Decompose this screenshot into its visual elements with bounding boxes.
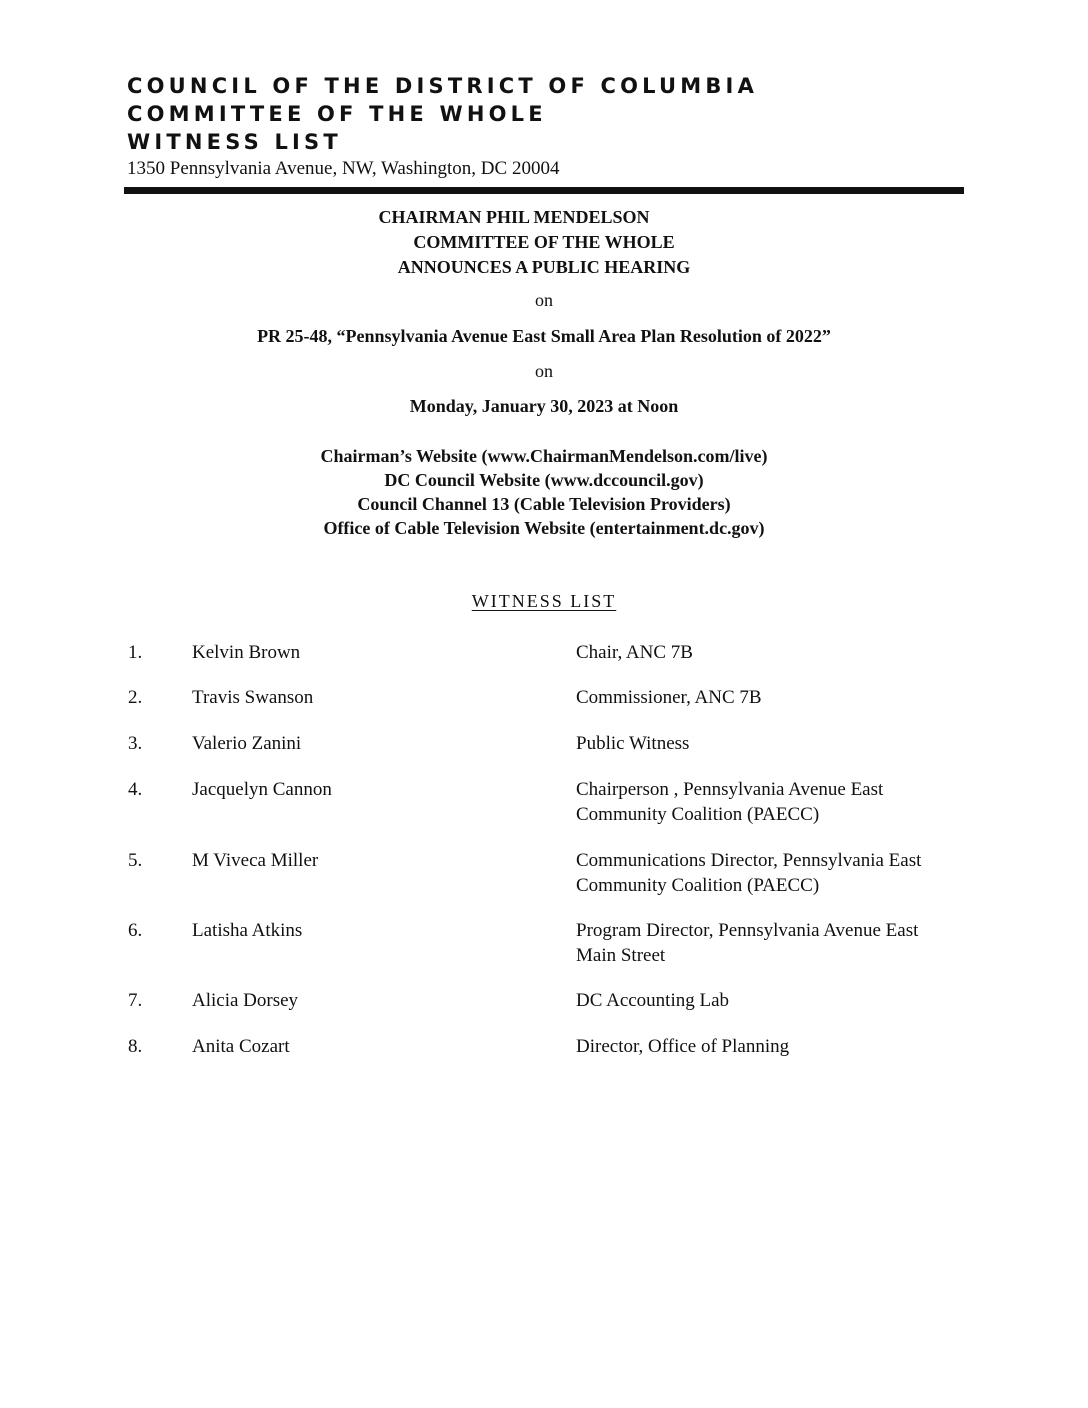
- witness-number: 6.: [128, 920, 143, 941]
- witness-list-heading: WITNESS LIST: [471, 591, 617, 611]
- venue-cable-tv-website: Office of Cable Television Website (entertainment.dc.gov): [323, 518, 765, 538]
- witness-name: M Viveca Miller: [192, 850, 319, 871]
- witness-number: 8.: [128, 1036, 143, 1057]
- committee-line: COMMITTEE OF THE WHOLE: [413, 232, 675, 252]
- witness-number: 1.: [128, 642, 143, 663]
- witness-number: 4.: [128, 779, 143, 800]
- witness-name: Travis Swanson: [192, 687, 314, 708]
- bill-title: PR 25-48, “Pennsylvania Avenue East Small Area Plan Resolution of 2022”: [257, 326, 831, 346]
- witness-affiliation: Chairperson , Pennsylvania Avenue East Community Coalition (PAECC): [576, 779, 884, 825]
- witness-affiliation: Public Witness: [576, 733, 690, 754]
- witness-number: 3.: [128, 733, 143, 754]
- witness-name: Kelvin Brown: [192, 642, 301, 663]
- document-type: WITNESS LIST: [127, 130, 342, 154]
- venue-chairman-website: Chairman’s Website (www.ChairmanMendelson.com/live): [320, 446, 768, 466]
- witness-name: Alicia Dorsey: [192, 990, 299, 1011]
- witness-name: Anita Cozart: [192, 1036, 290, 1057]
- council-address: 1350 Pennsylvania Avenue, NW, Washington, DC 20004: [127, 158, 560, 179]
- witness-number: 2.: [128, 687, 143, 708]
- on-text-1: on: [535, 290, 553, 310]
- on-text-2: on: [535, 361, 553, 381]
- hearing-date: Monday, January 30, 2023 at Noon: [409, 396, 679, 416]
- witness-number: 7.: [128, 990, 143, 1011]
- committee-name: COMMITTEE OF THE WHOLE: [127, 102, 547, 126]
- witness-name: Latisha Atkins: [192, 920, 303, 941]
- hearing-line: ANNOUNCES A PUBLIC HEARING: [397, 257, 691, 277]
- witness-number: 5.: [128, 850, 143, 871]
- witness-name: Valerio Zanini: [192, 733, 302, 754]
- chairman-line: CHAIRMAN PHIL MENDELSON: [378, 207, 650, 227]
- witness-affiliation: DC Accounting Lab: [576, 990, 730, 1011]
- witness-affiliation: Chair, ANC 7B: [576, 642, 693, 663]
- witness-affiliation: Commissioner, ANC 7B: [576, 687, 762, 708]
- witness-affiliation: Communications Director, Pennsylvania East Community Coalition (PAECC): [576, 850, 922, 896]
- council-name: COUNCIL OF THE DISTRICT OF COLUMBIA: [127, 74, 759, 98]
- witness-name: Jacquelyn Cannon: [192, 779, 332, 800]
- witness-affiliation: Program Director, Pennsylvania Avenue East Main Street: [576, 920, 919, 966]
- witness-affiliation: Director, Office of Planning: [576, 1036, 790, 1057]
- venue-council-channel: Council Channel 13 (Cable Television Providers): [357, 494, 731, 514]
- venue-council-website: DC Council Website (www.dccouncil.gov): [384, 470, 704, 490]
